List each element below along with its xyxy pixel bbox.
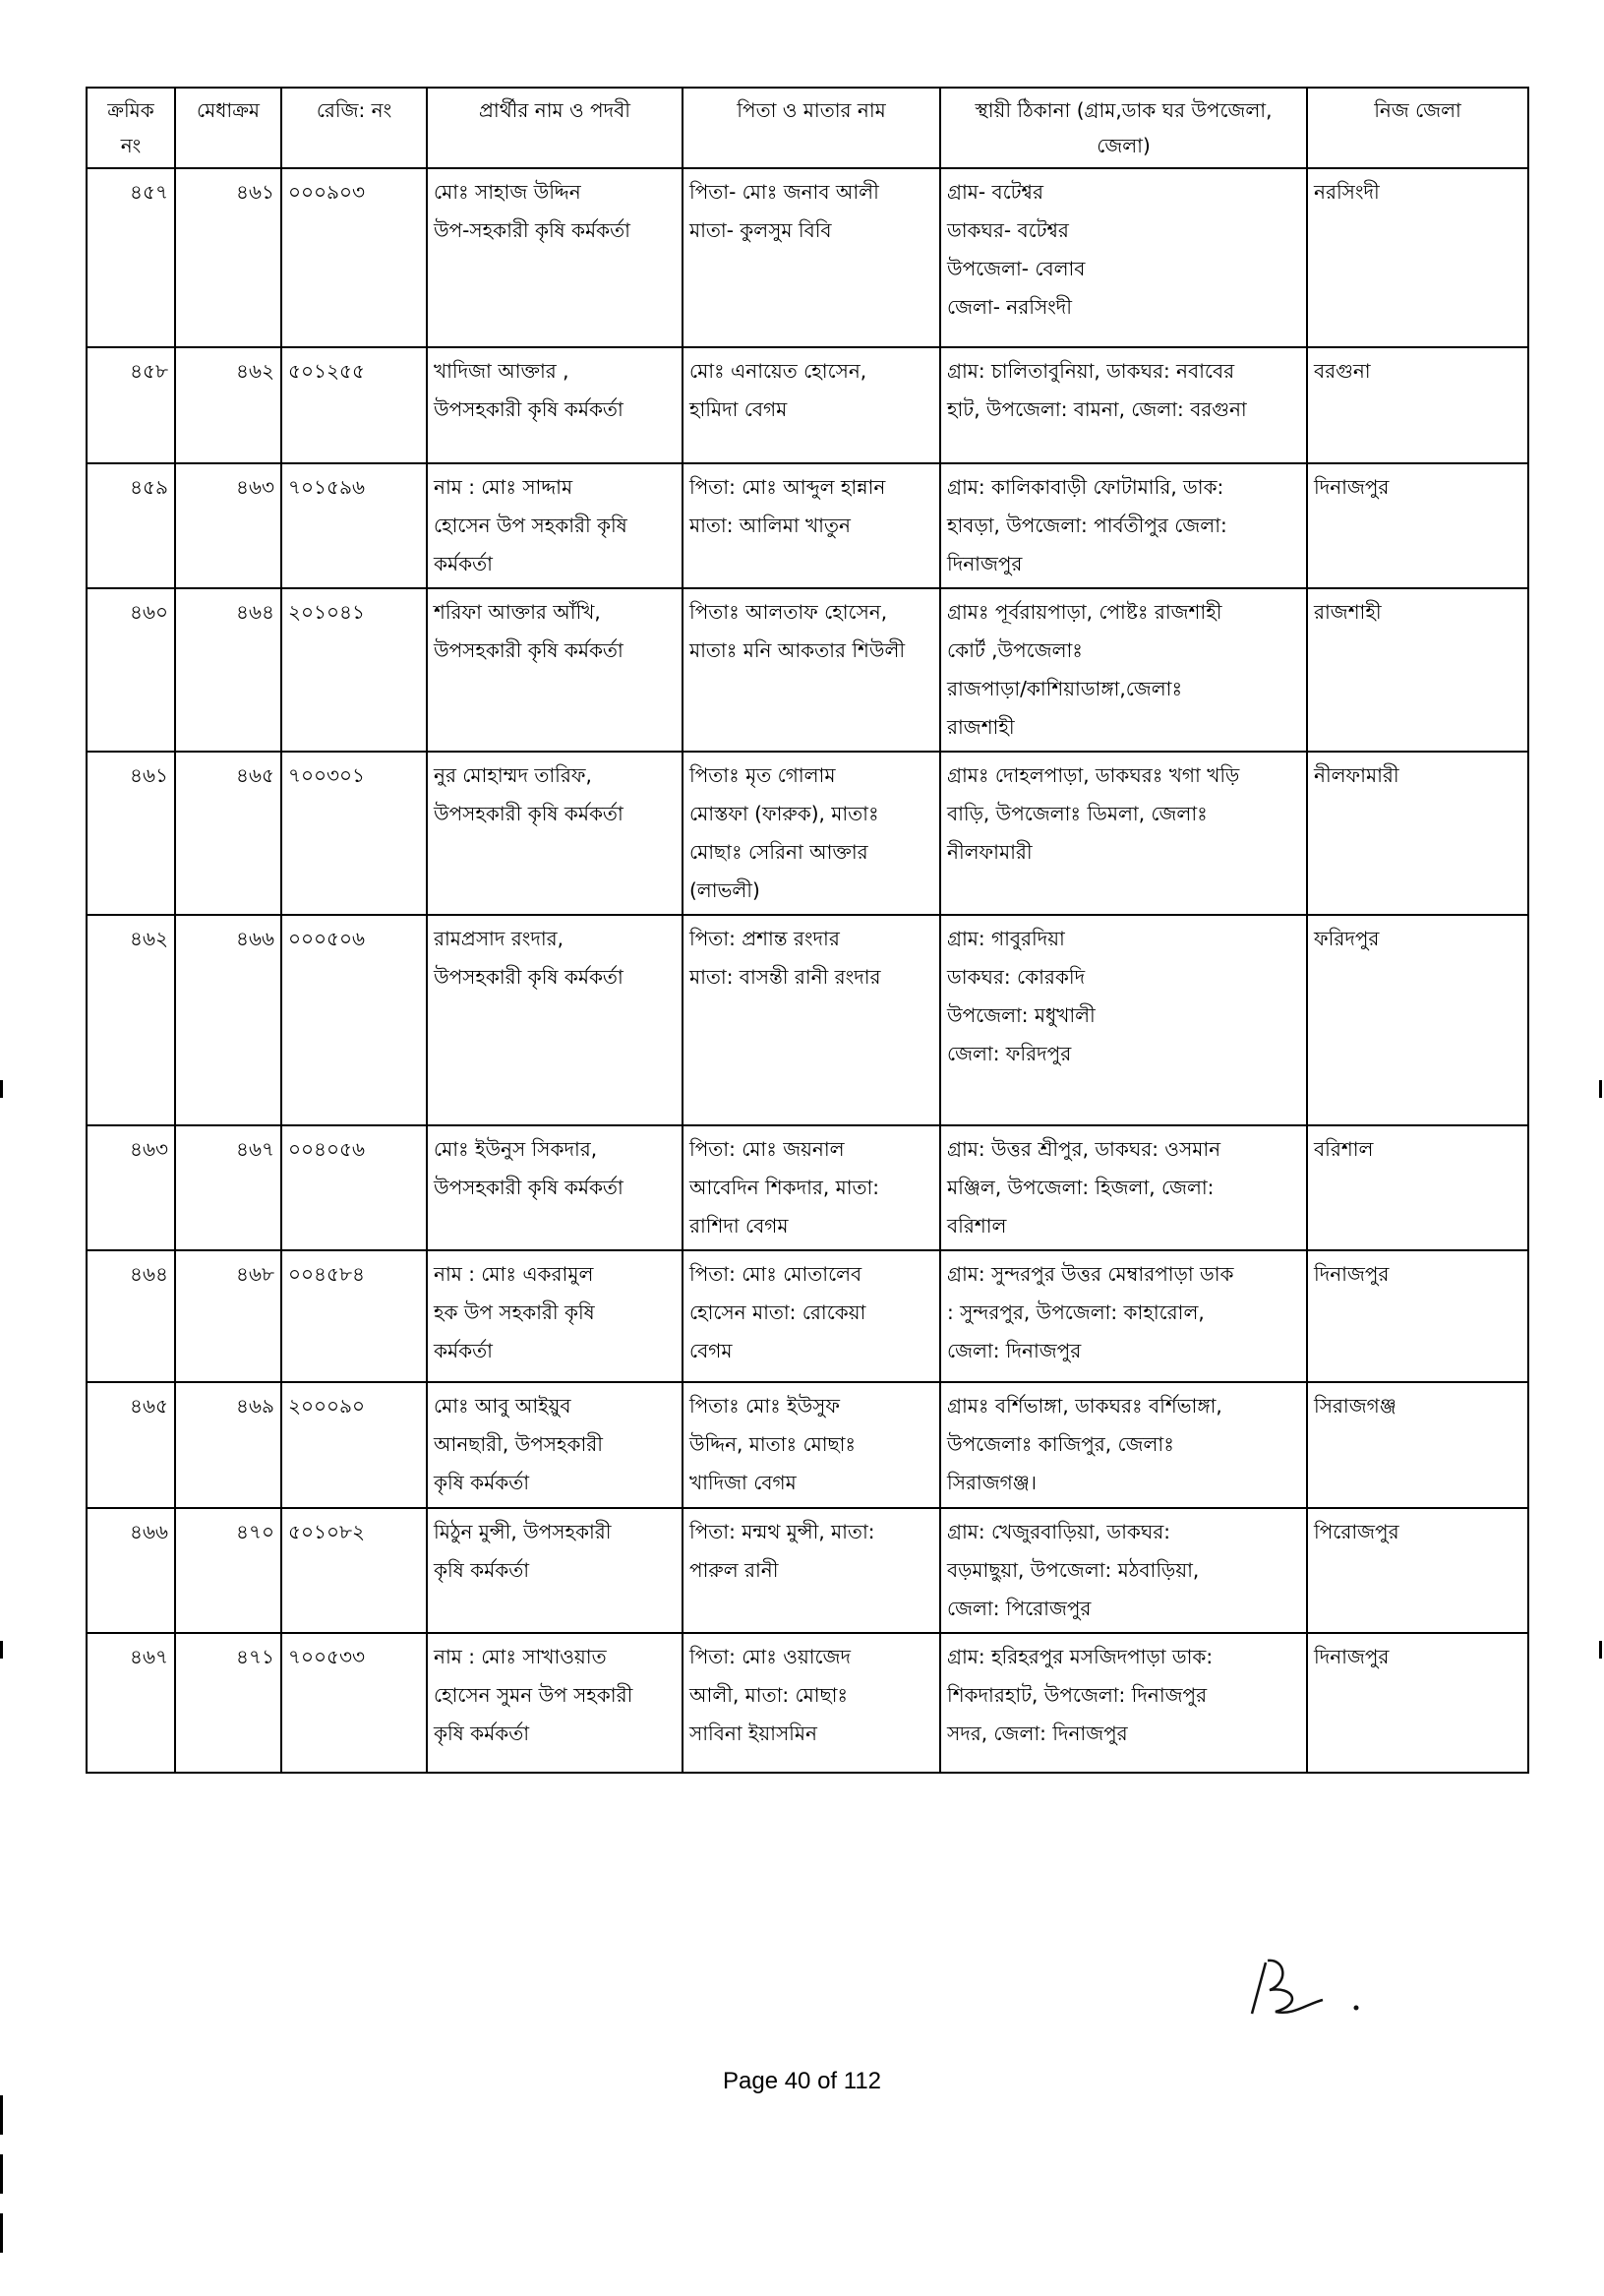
name-cell-line: হোসেন উপ সহকারী কৃষি [434, 514, 627, 537]
parents-cell [683, 1382, 940, 1508]
parents-cell-line: পিতা: মোঃ আব্দুল হান্নান [689, 475, 886, 499]
scan-edge-mark [0, 2154, 3, 2194]
header-text: প্রার্থীর নাম ও পদবী [479, 98, 630, 122]
table-row [87, 1250, 1528, 1382]
name-cell-line: উপসহকারী কৃষি কর্মকর্তা [434, 1176, 624, 1199]
address-cell-line: গ্রাম: হরিহরপুর মসজিদপাড়া ডাক: [947, 1645, 1214, 1668]
reg-no-cell: ২০০০৯০ [281, 1382, 427, 1508]
parents-cell-line: আবেদিন শিকদার, মাতা: [689, 1176, 880, 1199]
parents-cell [683, 1508, 940, 1633]
address-cell-line: গ্রামঃ পূর্বরায়পাড়া, পোষ্টঃ রাজশাহী [947, 600, 1222, 624]
merit-cell: ৪৬৭ [175, 1125, 281, 1250]
parents-cell-line: রাশিদা বেগম [689, 1214, 789, 1238]
name-cell-line: উপ-সহকারী কৃষি কর্মকর্তা [434, 218, 630, 242]
name-cell-line: হোসেন সুমন উপ সহকারী [434, 1683, 633, 1707]
address-cell-line: গ্রাম: সুন্দরপুর উত্তর মেম্বারপাড়া ডাক [947, 1262, 1234, 1286]
name-cell-line: নাম : মোঃ সাখাওয়াত [434, 1645, 607, 1668]
address-cell-line: বরিশাল [947, 1214, 1007, 1238]
home-district-cell: দিনাজপুর [1307, 1633, 1528, 1773]
header-home-district [1307, 88, 1528, 168]
merit-cell: ৪৬৯ [175, 1382, 281, 1508]
parents-cell-line: মাতা- কুলসুম বিবি [689, 218, 832, 242]
reg-no-cell: ২০১০৪১ [281, 588, 427, 752]
scan-edge-mark [0, 1080, 3, 1098]
name-cell-line: কর্মকর্তা [434, 552, 493, 575]
name-cell-line: উপসহকারী কৃষি কর্মকর্তা [434, 397, 624, 421]
name-cell-line: উপসহকারী কৃষি কর্মকর্তা [434, 965, 624, 989]
serial-cell: ৪৬৭ [87, 1633, 175, 1773]
serial-cell: ৪৬০ [87, 588, 175, 752]
parents-cell-line: মাতাঃ মনি আকতার শিউলী [689, 638, 906, 662]
name-cell [427, 1508, 683, 1633]
merit-cell: ৪৭০ [175, 1508, 281, 1633]
address-cell-line: নীলফামারী [947, 840, 1033, 864]
name-cell-line: নুর মোহাম্মদ তারিফ, [434, 763, 592, 787]
scan-edge-mark [0, 1641, 3, 1659]
parents-cell-line: উদ্দিন, মাতাঃ মোছাঃ [689, 1432, 857, 1456]
address-cell-line: শিকদারহাট, উপজেলা: দিনাজপুর [947, 1683, 1208, 1707]
table-row [87, 168, 1528, 347]
address-cell-line: গ্রাম- বটেশ্বর [947, 180, 1043, 204]
name-cell-line: কৃষি কর্মকর্তা [434, 1722, 529, 1745]
name-cell [427, 752, 683, 915]
table-row [87, 1382, 1528, 1508]
address-cell [940, 347, 1307, 463]
home-district-cell: রাজশাহী [1307, 588, 1528, 752]
header-text: রেজি: নং [316, 98, 392, 122]
header-serial [87, 88, 175, 168]
name-cell [427, 1250, 683, 1382]
parents-cell-line: সাবিনা ইয়াসমিন [689, 1722, 817, 1745]
table-header-row [87, 88, 1528, 168]
scan-edge-mark [0, 2095, 3, 2135]
address-cell-line: জেলা: ফরিদপুর [947, 1042, 1072, 1065]
parents-cell-line: পিতাঃ মৃত গোলাম [689, 763, 836, 787]
address-cell-line: গ্রাম: কালিকাবাড়ী ফোটামারি, ডাক: [947, 475, 1224, 499]
table-row [87, 588, 1528, 752]
reg-no-cell: ০০৪০৫৬ [281, 1125, 427, 1250]
reg-no-cell: ০০০৫০৬ [281, 915, 427, 1125]
header-text: ক্রমিক [107, 98, 154, 122]
parents-cell-line: পিতা: মোঃ মোতালেব [689, 1262, 862, 1286]
address-cell-line: সদর, জেলা: দিনাজপুর [947, 1722, 1128, 1745]
candidate-table [86, 87, 1529, 1774]
reg-no-cell: ৭০১৫৯৬ [281, 463, 427, 588]
name-cell-line: উপসহকারী কৃষি কর্মকর্তা [434, 638, 624, 662]
parents-cell-line: মাতা: বাসন্তী রানী রংদার [689, 965, 881, 989]
name-cell-line: খাদিজা আক্তার , [434, 359, 569, 383]
serial-cell: ৪৬২ [87, 915, 175, 1125]
address-cell [940, 915, 1307, 1125]
name-cell-line: কর্মকর্তা [434, 1339, 493, 1362]
scan-edge-mark [1599, 1641, 1602, 1659]
header-text: মেধাক্রম [196, 98, 261, 122]
parents-cell [683, 463, 940, 588]
reg-no-cell: ৫০১০৮২ [281, 1508, 427, 1633]
parents-cell [683, 1250, 940, 1382]
parents-cell-line: মাতা: আলিমা খাতুন [689, 514, 851, 537]
name-cell-line: নাম : মোঃ একরামুল [434, 1262, 594, 1286]
table-body [87, 168, 1528, 1773]
address-cell [940, 1250, 1307, 1382]
merit-cell: ৪৬১ [175, 168, 281, 347]
reg-no-cell: ৭০০৫৩৩ [281, 1633, 427, 1773]
parents-cell-line: পিতা: প্রশান্ত রংদার [689, 927, 840, 950]
name-cell [427, 347, 683, 463]
serial-cell: ৪৫৮ [87, 347, 175, 463]
address-cell-line: গ্রাম: খেজুরবাড়িয়া, ডাকঘর: [947, 1520, 1170, 1543]
address-cell-line: গ্রামঃ বর্শিভাঙ্গা, ডাকঘরঃ বর্শিভাঙ্গা, [947, 1394, 1222, 1418]
home-district-cell: সিরাজগঞ্জ [1307, 1382, 1528, 1508]
address-cell-line: কোর্ট ,উপজেলাঃ [947, 638, 1083, 662]
home-district-cell: ফরিদপুর [1307, 915, 1528, 1125]
address-cell-line: বাড়ি, উপজেলাঃ ডিমলা, জেলাঃ [947, 802, 1208, 825]
signature-mark [1234, 1953, 1382, 2022]
parents-cell-line: পিতা: মোঃ জয়নাল [689, 1137, 845, 1161]
address-cell-line: গ্রাম: গাবুরদিয়া [947, 927, 1065, 950]
serial-cell: ৪৫৭ [87, 168, 175, 347]
parents-cell-line: মোস্তফা (ফারুক), মাতাঃ [689, 802, 879, 825]
serial-cell: ৪৫৯ [87, 463, 175, 588]
header-text: নং [120, 134, 142, 157]
name-cell [427, 463, 683, 588]
address-cell-line: গ্রাম: চালিতাবুনিয়া, ডাকঘর: নবাবের [947, 359, 1235, 383]
address-cell-line: হাবড়া, উপজেলা: পার্বতীপুর জেলা: [947, 514, 1227, 537]
name-cell [427, 1125, 683, 1250]
name-cell-line: হক উপ সহকারী কৃষি [434, 1300, 595, 1324]
header-text: নিজ জেলা [1374, 98, 1461, 122]
home-district-cell: দিনাজপুর [1307, 463, 1528, 588]
scan-edge-mark [1599, 1080, 1602, 1098]
address-cell-line: উপজেলা- বেলাব [947, 257, 1086, 280]
address-cell-line: হাট, উপজেলা: বামনা, জেলা: বরগুনা [947, 397, 1247, 421]
address-cell-line: ডাকঘর: কোরকদি [947, 965, 1086, 989]
table-row [87, 1633, 1528, 1773]
name-cell-line: নাম : মোঃ সাদ্দাম [434, 475, 573, 499]
name-cell [427, 168, 683, 347]
reg-no-cell: ০০০৯০৩ [281, 168, 427, 347]
address-cell-line: উপজেলাঃ কাজিপুর, জেলাঃ [947, 1432, 1174, 1456]
parents-cell-line: পিতা- মোঃ জনাব আলী [689, 180, 879, 204]
serial-cell: ৪৬৪ [87, 1250, 175, 1382]
page-number: Page 40 of 112 [722, 2068, 882, 2094]
parents-cell [683, 1633, 940, 1773]
home-district-cell: পিরোজপুর [1307, 1508, 1528, 1633]
name-cell [427, 1633, 683, 1773]
parents-cell-line: মোছাঃ সেরিনা আক্তার [689, 840, 868, 864]
parents-cell-line: খাদিজা বেগম [689, 1471, 797, 1494]
merit-cell: ৪৬৮ [175, 1250, 281, 1382]
address-cell [940, 588, 1307, 752]
address-cell-line: দিনাজপুর [947, 552, 1023, 575]
home-district-cell: বরগুনা [1307, 347, 1528, 463]
merit-cell: ৪৬৫ [175, 752, 281, 915]
table-row [87, 1125, 1528, 1250]
name-cell-line: কৃষি কর্মকর্তা [434, 1471, 529, 1494]
header-text: পিতা ও মাতার নাম [737, 98, 886, 122]
name-cell [427, 1382, 683, 1508]
name-cell-line: মিঠুন মুন্সী, উপসহকারী [434, 1520, 612, 1543]
name-cell [427, 588, 683, 752]
address-cell [940, 1382, 1307, 1508]
merit-cell: ৪৬৩ [175, 463, 281, 588]
header-reg-no [281, 88, 427, 168]
header-parents [683, 88, 940, 168]
home-district-cell: নরসিংদী [1307, 168, 1528, 347]
parents-cell-line: আলী, মাতা: মোছাঃ [689, 1683, 849, 1707]
serial-cell: ৪৬৬ [87, 1508, 175, 1633]
reg-no-cell: ৫০১২৫৫ [281, 347, 427, 463]
parents-cell [683, 168, 940, 347]
parents-cell [683, 752, 940, 915]
serial-cell: ৪৬৫ [87, 1382, 175, 1508]
address-cell-line: ডাকঘর- বটেশ্বর [947, 218, 1069, 242]
address-cell [940, 752, 1307, 915]
name-cell-line: মোঃ ইউনুস সিকদার, [434, 1137, 598, 1161]
name-cell-line: মোঃ আবু আইয়ুব [434, 1394, 571, 1418]
parents-cell-line: বেগম [689, 1339, 733, 1362]
name-cell [427, 915, 683, 1125]
address-cell-line: : সুন্দরপুর, উপজেলা: কাহারোল, [947, 1300, 1205, 1324]
table-row [87, 915, 1528, 1125]
parents-cell-line: মোঃ এনায়েত হোসেন, [689, 359, 867, 383]
address-cell [940, 1125, 1307, 1250]
address-cell-line: উপজেলা: মধুখালী [947, 1003, 1096, 1027]
table-row [87, 1508, 1528, 1633]
parents-cell-line: পিতা: মোঃ ওয়াজেদ [689, 1645, 851, 1668]
header-text: জেলা) [1097, 134, 1151, 157]
serial-cell: ৪৬১ [87, 752, 175, 915]
header-merit [175, 88, 281, 168]
address-cell [940, 463, 1307, 588]
parents-cell-line: পিতা: মন্মথ মুন্সী, মাতা: [689, 1520, 875, 1543]
serial-cell: ৪৬৩ [87, 1125, 175, 1250]
header-text: স্থায়ী ঠিকানা (গ্রাম,ডাক ঘর উপজেলা, [975, 98, 1273, 122]
address-cell [940, 168, 1307, 347]
home-district-cell: নীলফামারী [1307, 752, 1528, 915]
address-cell-line: বড়মাছুয়া, উপজেলা: মঠবাড়িয়া, [947, 1558, 1200, 1582]
parents-cell-line: হোসেন মাতা: রোকেয়া [689, 1300, 866, 1324]
table-row [87, 752, 1528, 915]
address-cell-line: জেলা: পিরোজপুর [947, 1597, 1092, 1620]
name-cell-line: আনছারী, উপসহকারী [434, 1432, 604, 1456]
reg-no-cell: ৭০০৩০১ [281, 752, 427, 915]
reg-no-cell: ০০৪৫৮৪ [281, 1250, 427, 1382]
scan-edge-mark [0, 2213, 3, 2253]
header-address [940, 88, 1307, 168]
name-cell-line: কৃষি কর্মকর্তা [434, 1558, 529, 1582]
address-cell-line: জেলা- নরসিংদী [947, 295, 1072, 319]
address-cell [940, 1508, 1307, 1633]
table-row [87, 463, 1528, 588]
home-district-cell: বরিশাল [1307, 1125, 1528, 1250]
address-cell-line: রাজশাহী [947, 715, 1015, 739]
address-cell-line: জেলা: দিনাজপুর [947, 1339, 1082, 1362]
merit-cell: ৪৬২ [175, 347, 281, 463]
name-cell-line: উপসহকারী কৃষি কর্মকর্তা [434, 802, 624, 825]
address-cell-line: গ্রামঃ দোহলপাড়া, ডাকঘরঃ খগা খড়ি [947, 763, 1240, 787]
name-cell-line: রামপ্রসাদ রংদার, [434, 927, 564, 950]
merit-cell: ৪৬৬ [175, 915, 281, 1125]
home-district-cell: দিনাজপুর [1307, 1250, 1528, 1382]
address-cell-line: গ্রাম: উত্তর শ্রীপুর, ডাকঘর: ওসমান [947, 1137, 1221, 1161]
address-cell-line: সিরাজগঞ্জ। [947, 1471, 1037, 1494]
name-cell-line: শরিফা আক্তার আঁখি, [434, 600, 601, 624]
parents-cell-line: পিতাঃ মোঃ ইউসুফ [689, 1394, 840, 1418]
parents-cell [683, 1125, 940, 1250]
parents-cell-line: হামিদা বেগম [689, 397, 788, 421]
parents-cell [683, 347, 940, 463]
merit-cell: ৪৬৪ [175, 588, 281, 752]
parents-cell [683, 915, 940, 1125]
parents-cell-line: পারুল রানী [689, 1558, 779, 1582]
parents-cell-line: পিতাঃ আলতাফ হোসেন, [689, 600, 888, 624]
address-cell-line: মঞ্জিল, উপজেলা: হিজলা, জেলা: [947, 1176, 1215, 1199]
header-name-designation [427, 88, 683, 168]
parents-cell-line: (লাভলী) [689, 878, 760, 902]
name-cell-line: মোঃ সাহাজ উদ্দিন [434, 180, 581, 204]
address-cell [940, 1633, 1307, 1773]
merit-cell: ৪৭১ [175, 1633, 281, 1773]
address-cell-line: রাজপাড়া/কাশিয়াডাঙ্গা,জেলাঃ [947, 677, 1183, 700]
parents-cell [683, 588, 940, 752]
table-row [87, 347, 1528, 463]
